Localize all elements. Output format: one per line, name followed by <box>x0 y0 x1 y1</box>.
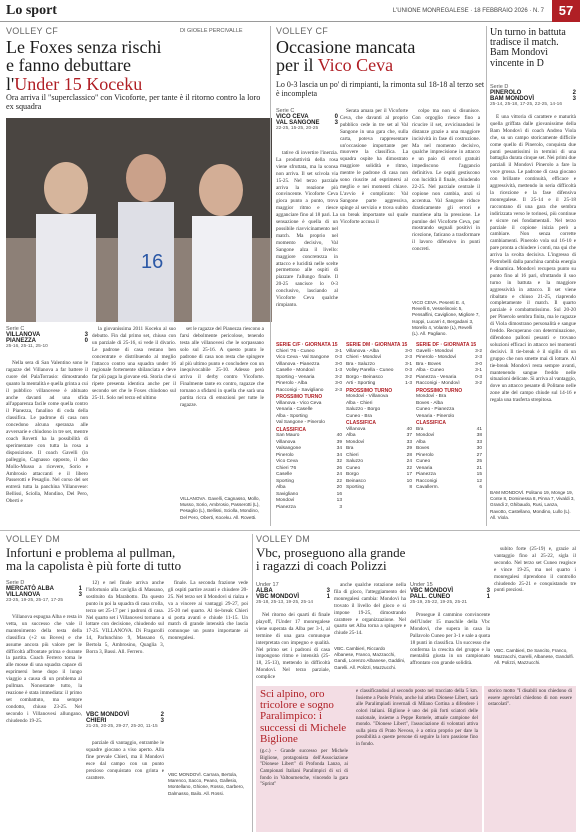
result-row: Chieri '76 - Cuneo 3-1 <box>276 348 342 354</box>
a5-headline: Vbc, proseguono alla grande i ragazzi di coach Polizzi <box>256 545 406 574</box>
a1-headline: Le Foxes senza rischi e fanno debuttare l'Under 15 Koceku <box>6 37 162 94</box>
result-row: Borgo - Beinasco 3-2 <box>346 374 412 380</box>
a5-roster-u17: VBC. Cambieri, Riccardo Albanese, Franco, Mazzacchi, Gandi, Lorenzo Albanese, Gaddini, Garelli. All. Polizzi, Mazzucchi. <box>334 646 406 670</box>
standing-row: Saluzzo 24 <box>346 459 412 465</box>
result-row: Racconigi - Mondovì 3-2 <box>416 381 482 387</box>
standing-row: Pianezza 3 <box>276 504 342 510</box>
fixture-row: Villanova - Vico Ceva <box>276 400 322 406</box>
standing-row: Alba 20 <box>276 485 342 491</box>
standing-row: Villanova 39 <box>276 439 342 445</box>
divider <box>486 26 487 526</box>
a6-column-2: e classificandosi al secondo posto nel tracciato della 5 km. Insieme a Paolo Priolo, anche lui atleta Dionese Libert, sarà alle Paralimpiadi invernali di Milano Cortina a difendere i colori italiani. Biglione è uno dei più forti sciatori delle nazionale, insieme a Peppe Romele, attuale campione del mondo. "Dionese Libert", l'associazione di volontari attiva sulla pista di Prato Nevoso, è a ottica proprio per dare la possibilità a queste persone di seguire la loro passione fino in fondo. <box>352 686 482 832</box>
a5-column-2: anche qualche rotazione nella fila di gioco, l'atteggiamento dei monregalesi cambia: Mondovì ha trovato il livello del gioco e si impone 19-25, dimostrando carattere e organizzazione. Nel quarto set Alba torna a spingere e chiude 25-14. <box>334 582 406 637</box>
fixture-row: Val Sangone - Pinerolo <box>276 420 325 426</box>
table-serie-df: SERIE DF · GIORNATA 15 Gavelli - Mondovì 3-2 Pinerolo - Mondovì 2-3 Bra - Boves 3-0 Alba - Cuneo 3-1 Pianezza - Venaria 0-3 Racconigi - Mondovì 3-2 PROSSIMO TURNO Mondovì - Bra Boves - Alba Cuneo - Pianezza Venaria - Pinerolo CLASSIFICA Bra 41 Mondovì 38 Alba 33 Boves 30 Pinerolo 27 Cuneo 25 Venaria 21 Pianezza 15 Racconigi 12 Cavallerm. 6 <box>416 342 482 491</box>
result-row: Bra - Boves 3-0 <box>416 361 482 367</box>
result-row: Pinerolo - Mondovì 2-3 <box>416 355 482 361</box>
a5-column-3: Prosegue il cammino convincente dell'Under 15 maschile della Vbc Mondovì, che supera in casa la Pallavolo Cuneo per 3-1 e sale a quota 18 punti in classifica. Un successo che conferma la crescita del gruppo e la mentalità giusta in un campionato affrontato con grande solidità. <box>410 612 490 667</box>
standing-row: Pianezza 15 <box>416 472 482 478</box>
a1-column-3: set le ragazze del Pianezza riescono a farsi debolmente pericolose, tenendo testa alle villanovesi che le sorpassano solo sul 25-16. A questo punto le padrone di casa non resta che spingere al più ultimo punto e concludere con un inequivocabile 25-10. Adesso però arriva il derby contro Vicoforte. Finalmente tante ex contro, ragazze che tornano a sfidarsi in quella che sarà una partita ricca di emozioni per tutte le ragazze. <box>180 326 264 408</box>
standing-row: Alba 37 <box>346 433 412 439</box>
standing-row: Mondovì 33 <box>346 439 412 445</box>
svg-text:16: 16 <box>141 251 164 273</box>
a4-column-1: Villanova espugna Alba e resta in vetta, un successo che vale il mantenimento della testa della classifica (+2 su Boves) e che assume ancora più valore per le difficoltà affrontate prima e durante la partita. Coach Ferrero torna le alle mosse di una squadra capace di esprimersi bene dopo il lungo viaggio a causa di un problema al pullman. Nonostante tutto, la reazione è stata immediata: il primo set combattuto, ma sempre condotto, chiuso 23-25. Nel secondo i Villanovesi allungano, chiudendo 19-25. <box>6 614 82 724</box>
standing-row: Venaria 21 <box>416 465 482 471</box>
a2-column-2: colpo ma non si disunisce. Con orgoglio riesce fino a ricucire il set, avvicinandosi le distanze grazie a una maggiore incisività in fase di costruzione. Ma nel momento decisivo, qualche imprecisione in attacco e un paio di errori gratuiti impediscono l'aggancio definitivo. Le ospiti gestiscono con lucidità il finale, chiudendo 22-25. Nel parziale centrale il copione non cambia, anzi si accentua. Val Sangone riduce drasticamente gli errori e mantiene alta la pressione. Le pumine del Vicoforte Ceva, pur mostrando segnali positivi in ricezione, faticano a trasformare il lavoro difensivo in punti concreti. <box>412 108 480 253</box>
standing-row: Villanova 40 <box>346 426 412 432</box>
team-photo <box>6 118 272 322</box>
a2-column-3: tative di invertire l'inerzia. La produttività della rosa viene sfruttata, ma la sconsa non arriva. Il set scivola via 15-25. Nel terzo parziale arriva la reazione più convincente. Vicoforte Ceva gioca punto a punto, trova maggior ritmo e riesce agganciare fino al 18 pari. La sensazione è quella di un possibile riavvicinamento nel match. Ma proprio nel momento decisivo, Val Sangone alza il livello: maggiore concretezza in attacco e lucidità nelle scelte permettono alle ospiti di piazzare l'allungo finale. Il 20-25 sancisce lo 0-3 conclusivo, lasciando al Vicoforte Ceva qualche rimpianto. <box>276 150 338 308</box>
result-row: Vico Ceva - Val Sangone 0-3 <box>276 355 342 361</box>
a4-column-2: 12) e nel finale arriva anche l'infortunio alla caviglia di Massano, sostituito da Marabotto. Da questo punto in poi la squadra di casa crolla, terzo set 25-17 per i padroni di casa. Nel quarto set i Villanovesi tornano a lottare con decisione, chiudendo sul 17-25. VILLANOVA. Di Fragarolli 14, Parlunchino 9, Massano 6, Bertola 5, Ambrosino, Quaglia 3, Borra 3, Bassi. All. Ferrero. <box>86 580 164 656</box>
standing-row: Racconigi 12 <box>416 478 482 484</box>
a4-scorebox: Serie D MERCATÒ ALBA 1 VILLANOVA 3 23-25, 19-25, 25-17, 17-25 <box>6 580 82 603</box>
a5-column-1: Nel ritorno dei quarti di finale playoff, l'Under 17 monregalese viene superata da Alba per 3-1, al termine di una gara comunque interpretata con impegno e qualità. Nel primo set i padroni di casa impongono ritmo e intensità (25-18, 25-13), mettendo in difficoltà Mondovì. Nel terzo parziale, complice <box>256 612 330 681</box>
a3-roster: BAM MONDOVÌ. Politano 19, Monge 19, Conte 8, Dominessa 8, Pinna 7, Vivaldi 3, Grandi 2, Ghibaudo, Rusi, Lanza, Ravotto, Castellano, Mondino, Lullo (L). All. Viola. <box>490 490 575 520</box>
fixture-row: Saluzzo - Borgo <box>346 407 381 413</box>
a1-column-1: Nella sera di San Valentino sono le ragazze del Villanova a far battere il cuore del PalaTorrasio: dimostrando quanto la mentalità e quella grinta a cui il pubblico villanovese è abituato anche davanti ad una sfida all'apparenza facile come quella contro il Pianezza, fanalino di coda della classifica. Le padrone di casa non concedono alcuna speranza alle avversarie e chiudono in tre set, mentre coach Rovetti ha la possibilità di sperimentare con tutta la rosa a disposizione. Il coach Gavelli (in palleggio, Cagnasso opposto, il duo Mollo-Musso a ricevere, Sorio e Ambrosio attaccanti e il libero Passerotti e Pesaglio. Nel corso del set entrerà tutta la panchina Villanovese: Bellissi, Sciolla, Mondino, Del Pero, Oberti e <box>6 360 88 505</box>
page-header <box>0 0 580 22</box>
a4-scorebox-2: VBC MONDOVÌ 2 CHIERI 3 21-25, 20-25, 29-27, 25-20, 11-15 <box>86 712 164 729</box>
a5-scorebox-u15: Under 15 VBC MONDOVÌ 3 PALL. CUNEO 1 25-19, 25-22, 19-25, 25-21 <box>410 582 490 605</box>
result-row: Bra - Saluzzo 3-1 <box>346 361 412 367</box>
a6-column-1: (g.c.) - Grande successo per Michele Biglione, protagonista dell'Associazione "Dionese Libert" di Profonda Lanzo, ai Campionati Italiani Paralimpici di sci di fondo in Valtournenche, vincendo la gara "Sprint" <box>260 749 348 788</box>
a5-scorebox-u17: Under 17 ALBA 3 VBC MONDOVÌ 1 25-18, 25-13, 19-25, 25-14 <box>256 582 330 605</box>
a5-kicker: VOLLEY DM <box>256 534 311 544</box>
fixture-row: Mondovì - Villanova <box>346 394 389 400</box>
fixture-row: Venaria - Pinerolo <box>416 413 455 419</box>
a1-scorebox: Serie C VILLANOVA 3 PIANEZZA 0 25-16, 25-11, 25-10 <box>6 326 88 349</box>
a4-roster: VBC MONDOVÌ. Carrara, Bertola, Marenco, Sacco, Peano, Gallesio, Montellano, Ghione, Rosso, Garbero, Dalmasso, Bailo. All. Rossi. <box>168 772 245 796</box>
standing-row: Sporting 22 <box>276 478 342 484</box>
a1-byline: DI GIOELE PERCIVALLE <box>180 28 243 34</box>
a5-column-4: subito forte (25-19) e, grazie al vantaggio fino al 25-22, sigla il secondo. Nel terzo set Cuneo reagisce e vince 19-25, ma nel quarto i monregalesi riprendono il controllo chiudendo 25-21 e conquistando tre punti preziosi. <box>494 546 576 594</box>
a3-scorebox: Serie D PINEROLO 2 BAM MONDOVÌ 3 25-14, 25-18, 17-25, 22-25, 14-16 <box>490 84 576 107</box>
standing-row: Bra 41 <box>416 426 482 432</box>
standing-row: Valsangone 34 <box>276 446 342 452</box>
table-serie-c: SERIE C/F · GIORNATA 15 Chieri '76 - Cuneo 3-1 Vico Ceva - Val Sangone 0-3 Villanova - Pianezza 3-0 Caselle - Mondovì 1-3 Sporting - Venaria 3-2 Pinerolo - Alba 3-0 Racconigi - Savigliano 2-3 PROSSIMO TURNO Villanova - Vico Ceva Venaria - Caselle Alba - Sporting Val Sangone - Pinerolo CLASSIFICA San Mauro 40 Villanova 39 Valsangone 34 Pinerolo 34 Vico Ceva 32 Chieri '76 26 Caselle 24 Sporting 22 Alba 20 Savigliano 16 Mondovì 13 Pianezza 3 <box>276 342 342 510</box>
fixture-row: Cuneo - Pianezza <box>416 407 455 413</box>
standing-row: Mondovì 38 <box>416 433 482 439</box>
fixture-row: Alba - Sporting <box>276 413 308 419</box>
divider <box>270 26 271 526</box>
standing-row: Cuneo 25 <box>416 459 482 465</box>
a5-roster-u15: VBC. Cambieri, De Sancito, Franco, Mazzacchi, Garelli, Albanese, Gandolfi. All. Polizzi, Mazzucchi. <box>494 648 574 666</box>
fixture-row: Cuneo - Bra <box>346 413 372 419</box>
standing-row: Alba 33 <box>416 439 482 445</box>
a6-column-3: storico motto "I disabili non chiedono di essere agevolati chiedono di non essere ostacolati". <box>484 686 576 832</box>
standing-row: San Mauro 40 <box>276 433 342 439</box>
standing-row: Savigliano 16 <box>276 491 342 497</box>
standing-row: Vico Ceva 32 <box>276 459 342 465</box>
result-row: Racconigi - Savigliano 2-3 <box>276 387 342 393</box>
divider <box>252 534 253 832</box>
fixture-row: Venaria - Caselle <box>276 407 313 413</box>
a1-subheadline: Ora arriva il "superclassico" con Vicoforte, per tante è il ritorno contro la loro ex squadra <box>6 93 261 112</box>
a6-headline: Sci alpino, oro tricolore e sogno Paralimpico: i successi di Michele Biglione <box>260 688 347 745</box>
standing-row: Chieri 28 <box>346 452 412 458</box>
standing-row: Borgo 17 <box>346 472 412 478</box>
fixture-row: Alba - Chieri <box>346 400 373 406</box>
fixture-row: Mondovì - Bra <box>416 394 447 400</box>
result-row: Villanova - Alba 3-0 <box>346 348 412 354</box>
table-serie-dm: SERIE DM · GIORNATA 15 Villanova - Alba 3-0 Chieri - Mondovì 2-3 Bra - Saluzzo 3-1 Volley Parella - Cuneo 0-3 Borgo - Beinasco 3-2 Arti - Sporting 1-3 PROSSIMO TURNO Mondovì - Villanova Alba - Chieri Saluzzo - Borgo Cuneo - Bra CLASSIFICA Villanova 40 Alba 37 Mondovì 33 Bra 29 Chieri 28 Saluzzo 24 Cuneo 22 Borgo 17 Beinasco 10 Sporting 8 <box>346 342 412 491</box>
a2-headline: Occasione mancata per il Vico Ceva <box>276 37 416 76</box>
a1-kicker: VOLLEY CF <box>6 26 59 36</box>
a4-column-2b: parziale di vantaggio, entrambe le squadre giocano a viso aperto. Alla fine prevale Chieri, ma il Mondovì esce dal campo con un punto prezioso conquistato con grinta e carattere. <box>86 740 164 781</box>
standing-row: Mondovì 13 <box>276 498 342 504</box>
standing-row: Chieri '76 26 <box>276 465 342 471</box>
standing-row: Caselle 24 <box>276 472 342 478</box>
result-row: Chieri - Mondovì 2-3 <box>346 355 412 361</box>
a4-column-3: finale. La seconda frazione vede gli ospiti partire avanti e chiudere 20-25. Nel terzo set il Mondovì si rialza e va a vincere ai vantaggi 29-27, poi 25-20 nel quarto. Al tie-break Chieri si porta avanti e chiude 11-15. Un match di grande intensità che lascia comunque un punto importante ai monregalesi. <box>168 580 248 642</box>
a3-body: È una vittoria di carattere e maturità quella griffata dalle giovanissime della Bam Mondovì di coach Andrea Viola che, su un campo storicamente difficile come quello di Pinerolo, conquista due punti pesantissimi in termini di una battaglia durata cinque set. Nei primi due parziali il Mondovì Pinerolo a fare la voce grossa. Le padrone di casa giocano con brillante continuità, efficace e aggressività, mettendo in seria difficoltà la ricezione e la fase difensiva monregalese. Il 25-14 e il 25-18 raccontano di una gara che sembra indirizzata verso le torinesi, più continue e sicure nei fondamentali. Nel terzo parziale il copione inizia però a cambiare. Non senza corrette cambiamenti. Pinerolo vola sul 16-10 e pare pronta a chiudere i conti, ma qui che arriva la svolta decisiva. L'ingresso di Pietrobelli dalla panchina cambia energia e dinamica. Mondovì recupera punto su punto fino al 16 pari, sfruttando il suo turno in battuta e la maggiore aggressività in attacco. Il set viene ribaltato e chiuso 21-25, riaprendo completamente il match. Il quarto parziale è combattutissimo. Sul 20-20 per Pinerolo sembra finita, ma le ragazze di Viola dimostrano personalità e sangue freddo. Recuperano con determinazione, difendono palloni pesanti e trovano soluzioni efficaci in attacco nei momenti decisivi. Il tie-break è il sigillo di un gruppo che non smette mai di lottare. Al tie-break Mondovì resta sempre avanti, mantenendo sangue freddo nelle situazioni delicate. Si arriva al vantaggio, dove un attacco pesante di Politano nelle zone alte del campo chiude sul 14-16 e regala una trasferta strepitosa. <box>490 114 576 404</box>
a1-roster: VILLANOVA. Gavelli, Cagnasso, Mollo, Musso, Sorio, Ambrosio, Passerotti (L), Pesaglio (L), Bellissi, Sciolla, Mondino, Del Pero, Oberti, Koceku. All. Rovetti. <box>180 496 260 520</box>
result-row: Sporting - Venaria 3-2 <box>276 374 342 380</box>
standing-row: Pinerolo 27 <box>416 452 482 458</box>
a4-kicker: VOLLEY DM <box>6 534 61 544</box>
result-row: Arti - Sporting 1-3 <box>346 381 412 387</box>
page-number: 57 <box>552 0 580 22</box>
result-row: Alba - Cuneo 3-1 <box>416 368 482 374</box>
a2-kicker: VOLLEY CF <box>276 26 329 36</box>
standing-row: Pinerolo 34 <box>276 452 342 458</box>
a2-roster: VICO CEVA. Pesenti E. 4, Revelli 6, Vesselinovic 5, Pensalfini, Caviglione, Migliore 7, Isoppi, Lucarri 4, Bergadani 3, Morello 4, Volante (L), Revelli (L). All. Pagliano. <box>412 300 480 336</box>
section-title: Lo sport <box>6 2 57 18</box>
a2-scorebox: Serie C VICO CEVA 0 VAL SANGONE 3 22-25, 15-25, 20-25 <box>276 108 338 131</box>
fixture-row: Boves - Alba <box>416 400 443 406</box>
paper-info: L'UNIONE MONREGALESE · 18 FEBBRAIO 2026 · N. 7 <box>392 7 544 14</box>
result-row: Pianezza - Venaria 0-3 <box>416 374 482 380</box>
a6-box <box>256 686 352 832</box>
result-row: Volley Parella - Cuneo 0-3 <box>346 368 412 374</box>
standing-row: Boves 30 <box>416 446 482 452</box>
result-row: Villanova - Pianezza 3-0 <box>276 361 342 367</box>
a2-column-1: Serata amara per il Vicoforte Ceva, che davanti al proprio pubblico cede in tre set al Val Sangone in una gara che, sulla carta, poteva rappresentare un'occasione importante per muovere la classifica. La squadra ospite ha dimostrato maggiore solidità e ritmo, mentre le padrone di casa non sono riuscite ad esprimersi al meglio e nei momenti chiave. L'avvio è complicato: Val Sangone parte aggressiva, spinge al servizio e trova subito un break importante sul quale Vicoforte accusa il <box>340 108 408 225</box>
standing-row: Cavallerm. 6 <box>416 485 482 491</box>
a4-headline: Infortuni e problema al pullman, ma la capolista è più forte di tutto <box>6 545 182 574</box>
divider <box>0 530 580 531</box>
standing-row: Beinasco 10 <box>346 478 412 484</box>
result-row: Pinerolo - Alba 3-0 <box>276 381 342 387</box>
a2-subheadline: Lo 0-3 lascia un po' di rimpianti, la rimonta sul 18-18 al terzo set è incompleta <box>276 80 485 99</box>
a3-headline: Un turno in battuta tradisce il match. Bam Mondovì vincente in D <box>490 27 566 69</box>
standing-row: Sporting 8 <box>346 485 412 491</box>
players-illustration <box>6 118 272 322</box>
standing-row: Cuneo 22 <box>346 465 412 471</box>
result-row: Gavelli - Mondovì 3-2 <box>416 348 482 354</box>
standing-row: Bra 29 <box>346 446 412 452</box>
a1-column-2: la giovanissima 2011 Koceku al suo debutto. Fin dal primo set, chiuso con un parziale di 25-16, si vede il divario. Le padrone di casa restano ben concentrate e distribuendo al meglio l'attacco contro una squadra under 16 regionale fortemente sbilanciata e deve far più paga la giovane età. Storia che si ripete presenta identica anche per il secondo set che le Foxes chiudono sul 25-11. Solo nel terzo ed ultimo <box>92 326 176 402</box>
result-row: Caselle - Mondovì 1-3 <box>276 368 342 374</box>
